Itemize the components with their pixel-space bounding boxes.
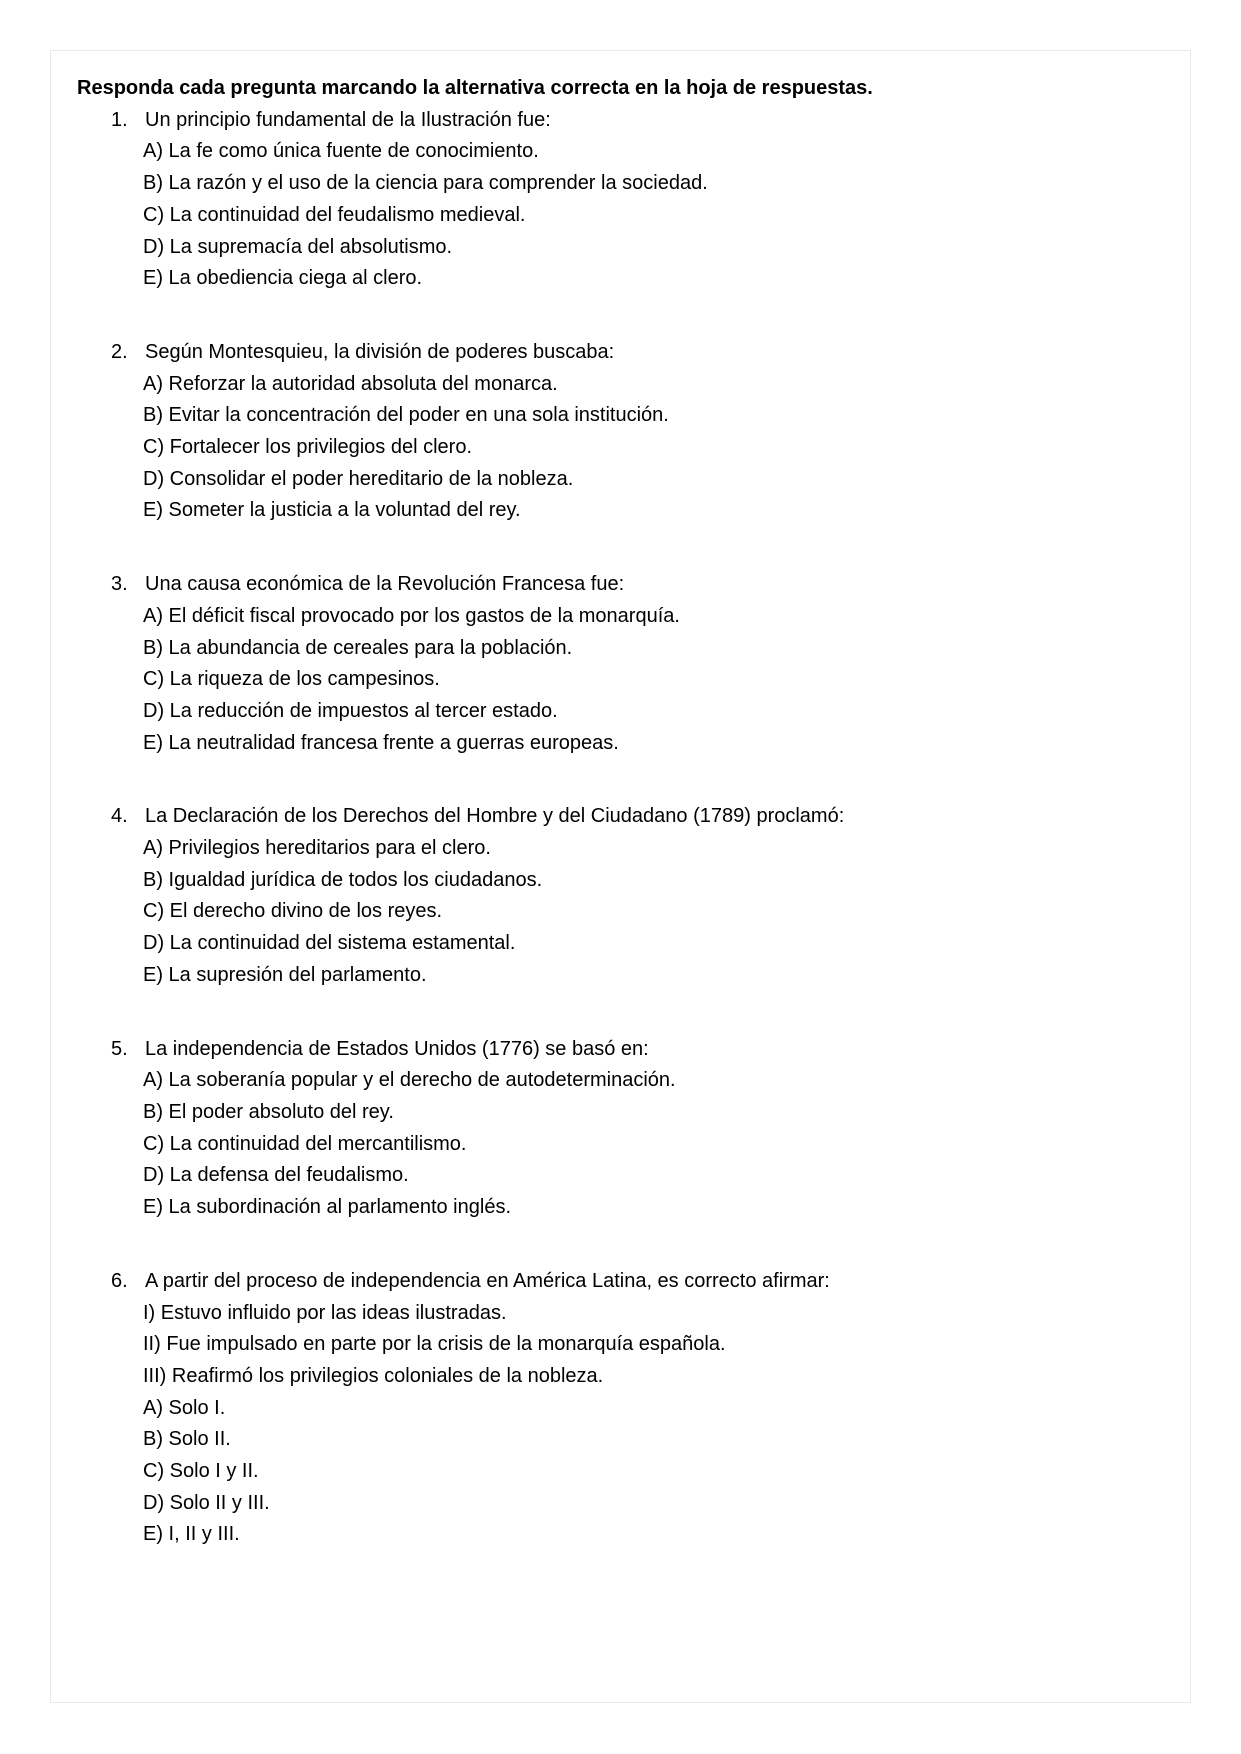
question-4-option-e: E) La supresión del parlamento. <box>143 963 427 986</box>
question-1-option-b: B) La razón y el uso de la ciencia para comprender la sociedad. <box>143 172 708 195</box>
question-6-statement-ii: II) Fue impulsado en parte por la crisis de la monarquía española. <box>143 1333 726 1356</box>
question-2-option-e: E) Someter la justicia a la voluntad del rey. <box>143 499 521 522</box>
question-3-text: Una causa económica de la Revolución Francesa fue: <box>145 573 625 596</box>
question-5-number: 5. <box>111 1037 128 1060</box>
question-6-statement-i: I) Estuvo influido por las ideas ilustradas. <box>143 1301 507 1324</box>
question-6-option-d: D) Solo II y III. <box>143 1491 270 1514</box>
question-3 <box>51 569 1190 759</box>
question-1-text: Un principio fundamental de la Ilustración fue: <box>145 108 551 131</box>
question-4-option-d: D) La continuidad del sistema estamental. <box>143 932 516 955</box>
question-4-option-b: B) Igualdad jurídica de todos los ciudadanos. <box>143 868 543 891</box>
question-6-text: A partir del proceso de independencia en América Latina, es correcto afirmar: <box>145 1269 830 1292</box>
question-3-option-c: C) La riqueza de los campesinos. <box>143 668 440 691</box>
question-4-number: 4. <box>111 805 128 828</box>
document-page <box>50 50 1191 1703</box>
question-1-option-e: E) La obediencia ciega al clero. <box>143 267 423 290</box>
question-1-head <box>51 105 1190 137</box>
question-3-option-b: B) La abundancia de cereales para la población. <box>143 636 573 659</box>
question-5-option-e: E) La subordinación al parlamento inglés. <box>143 1196 511 1219</box>
question-2-option-d: D) Consolidar el poder hereditario de la nobleza. <box>143 467 574 490</box>
exam-instruction: Responda cada pregunta marcando la alternativa correcta en la hoja de respuestas. <box>77 77 873 99</box>
question-1-option-a: A) La fe como única fuente de conocimiento. <box>143 140 539 163</box>
question-6-statement-iii: III) Reafirmó los privilegios coloniales de la nobleza. <box>143 1364 604 1387</box>
question-4 <box>51 801 1190 991</box>
question-2-option-a: A) Reforzar la autoridad absoluta del monarca. <box>143 372 558 395</box>
question-6-number: 6. <box>111 1269 128 1292</box>
question-3-number: 3. <box>111 573 128 596</box>
question-6-option-a: A) Solo I. <box>143 1396 226 1419</box>
question-2-text: Según Montesquieu, la división de poderes buscaba: <box>145 340 615 363</box>
question-5-head <box>51 1034 1190 1066</box>
question-6-option-e: E) I, II y III. <box>143 1523 240 1546</box>
question-3-option-d: D) La reducción de impuestos al tercer estado. <box>143 699 558 722</box>
question-5-option-b: B) El poder absoluto del rey. <box>143 1100 394 1123</box>
question-1-number: 1. <box>111 108 128 131</box>
question-2-option-c: C) Fortalecer los privilegios del clero. <box>143 436 473 459</box>
question-1 <box>51 105 1190 295</box>
question-4-option-c: C) El derecho divino de los reyes. <box>143 900 443 923</box>
question-4-head <box>51 801 1190 833</box>
question-3-option-e: E) La neutralidad francesa frente a guerras europeas. <box>143 731 619 754</box>
question-5 <box>51 1034 1190 1224</box>
question-6-head <box>51 1266 1190 1298</box>
question-1-option-d: D) La supremacía del absolutismo. <box>143 235 453 258</box>
question-1-option-c: C) La continuidad del feudalismo medieval. <box>143 203 526 226</box>
question-5-text: La independencia de Estados Unidos (1776) se basó en: <box>145 1037 649 1060</box>
question-5-option-d: D) La defensa del feudalismo. <box>143 1164 409 1187</box>
question-2-number: 2. <box>111 340 128 363</box>
question-3-option-a: A) El déficit fiscal provocado por los gastos de la monarquía. <box>143 604 680 627</box>
question-3-head <box>51 569 1190 601</box>
question-4-option-a: A) Privilegios hereditarios para el clero. <box>143 837 491 860</box>
question-2-head <box>51 337 1190 369</box>
question-5-option-c: C) La continuidad del mercantilismo. <box>143 1132 467 1155</box>
exam-document <box>51 51 1190 1551</box>
question-4-text: La Declaración de los Derechos del Hombre y del Ciudadano (1789) proclamó: <box>145 805 845 828</box>
question-6-option-b: B) Solo II. <box>143 1428 231 1451</box>
question-2-option-b: B) Evitar la concentración del poder en una sola institución. <box>143 404 669 427</box>
question-6 <box>51 1266 1190 1551</box>
question-6-option-c: C) Solo I y II. <box>143 1460 259 1483</box>
question-2 <box>51 337 1190 527</box>
question-5-option-a: A) La soberanía popular y el derecho de autodeterminación. <box>143 1069 676 1092</box>
